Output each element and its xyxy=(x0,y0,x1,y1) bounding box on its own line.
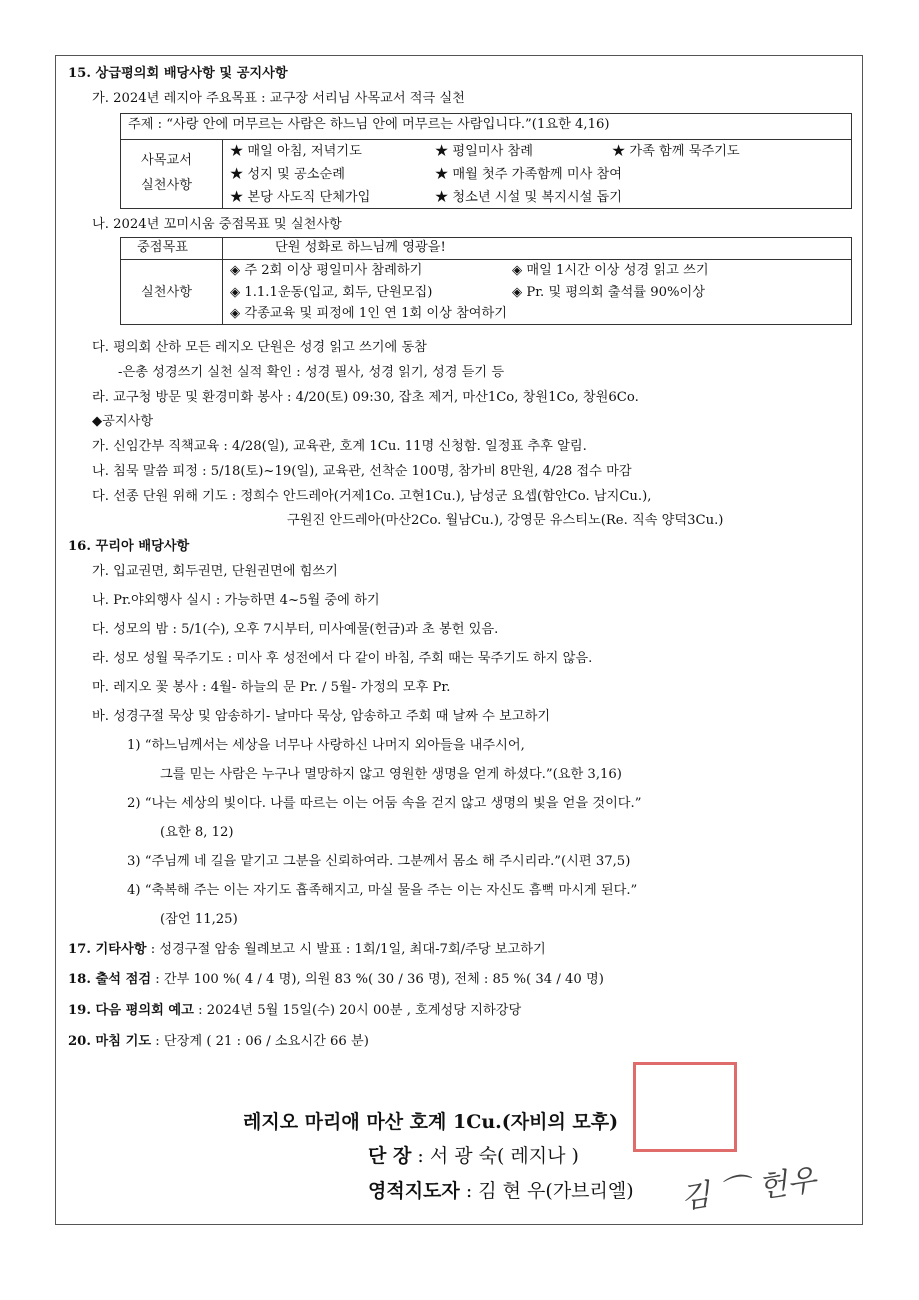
section-20-text: : 단장계 ( 21 : 06 / 소요시간 66 분) xyxy=(151,1034,369,1049)
s15-ra: 라. 교구청 방문 및 환경미화 봉사 : 4/20(토) 09:30, 잡초 제거, 마산1Co, 창원1Co, 창원6Co. xyxy=(92,390,639,405)
s16-ba: 바. 성경구절 묵상 및 암송하기- 날마다 묵상, 암송하고 주회 때 날짜 수 보고하기 xyxy=(92,709,551,724)
s16-na: 나. Pr.야외행사 실시 : 가능하면 4~5월 중에 하기 xyxy=(92,593,380,608)
verse-3: 3) “주님께 네 길을 맡기고 그분을 신뢰하여라. 그분께서 몸소 해 주시리라.”(시편 37,5) xyxy=(127,854,631,869)
section-20 xyxy=(68,1033,369,1051)
goal-label: 중점목표 xyxy=(137,240,188,255)
section-18 xyxy=(68,971,604,989)
s16-ga: 가. 입교권면, 회두권면, 단원권면에 힘쓰기 xyxy=(92,564,338,579)
s16-ra: 라. 성모 성월 묵주기도 : 미사 후 성전에서 다 같이 바침, 주회 때는 묵주기도 하지 않음. xyxy=(92,651,593,666)
s15-na-title: 나. 2024년 꼬미시움 중점목표 및 실천사항 xyxy=(92,217,342,232)
section-17-label: 17. 기타사항 xyxy=(68,942,147,957)
notice-da-1: 다. 선종 단원 위해 기도 : 정희수 안드레아(거제1Co. 고현1Cu.), 남성군 요셉(함안Co. 남지Cu.), xyxy=(92,489,652,504)
section-20-label: 20. 마침 기도 xyxy=(68,1034,152,1049)
s15-da-sub: -은총 성경쓰기 실천 실적 확인 : 성경 필사, 성경 읽기, 성경 듣기 등 xyxy=(118,365,505,380)
action-item: ◈ 주 2회 이상 평일미사 참례하기 xyxy=(230,263,423,278)
verse-1a: 1) “하느님께서는 세상을 너무나 사랑하신 나머지 외아들을 내주시어, xyxy=(127,738,525,753)
s16-ma: 마. 레지오 꽃 봉사 : 4월- 하늘의 문 Pr. / 5월- 가정의 모후 Pr. xyxy=(92,680,451,695)
handwritten-signature: 김 ⌒ 헌우 xyxy=(678,1162,819,1217)
practice-item: ★ 청소년 시설 및 복지시설 돕기 xyxy=(435,190,623,205)
section-17 xyxy=(68,941,546,959)
section-19 xyxy=(68,1002,521,1020)
practice-item: ★ 가족 함께 묵주기도 xyxy=(612,144,740,159)
notice-heading: ◆공지사항 xyxy=(92,414,154,429)
verse-1b: 그를 믿는 사람은 누구나 멸망하지 않고 영원한 생명을 얻게 하셨다.”(요한 3,16) xyxy=(160,767,622,782)
practice-label-1: 사목교서 xyxy=(141,153,192,168)
action-item: ◈ 각종교육 및 피정에 1인 연 1회 이상 참여하기 xyxy=(230,306,508,321)
verse-4a: 4) “축복해 주는 이는 자기도 흡족해지고, 마실 물을 주는 이는 자신도 흠뻑 마시게 된다.” xyxy=(127,883,638,898)
leader-row xyxy=(368,1141,579,1168)
verse-2a: 2) “나는 세상의 빛이다. 나를 따르는 이는 어둠 속을 걷지 않고 생명의 빛을 얻을 것이다.” xyxy=(127,796,642,811)
action-item: ◈ 1.1.1운동(입교, 회두, 단원모집) xyxy=(230,285,433,300)
practice-item: ★ 매일 아침, 저녁기도 xyxy=(230,144,362,159)
section-15-heading: 15. 상급평의회 배당사항 및 공지사항 xyxy=(68,66,288,81)
s15-da: 다. 평의회 산하 모든 레지오 단원은 성경 읽고 쓰기에 동참 xyxy=(92,340,427,355)
action-item: ◈ Pr. 및 평의회 출석률 90%이상 xyxy=(512,285,705,300)
practice-item: ★ 본당 사도직 단체가입 xyxy=(230,190,371,205)
leader-label: 단 장 xyxy=(368,1145,412,1167)
leader-name: : 서 광 숙( 레지나 ) xyxy=(417,1145,579,1167)
verse-2b: (요한 8, 12) xyxy=(160,825,234,840)
director-name: : 김 현 우(가브리엘) xyxy=(465,1180,634,1202)
theme-text: 주제 : “사랑 안에 머무르는 사람은 하느님 안에 머무르는 사람입니다.”(1요한 4,16) xyxy=(128,117,610,132)
action-label: 실천사항 xyxy=(141,285,192,300)
verse-4b: (잠언 11,25) xyxy=(160,912,238,927)
practice-item: ★ 성지 및 공소순례 xyxy=(230,167,345,182)
practice-label-2: 실천사항 xyxy=(141,178,192,193)
director-row xyxy=(368,1176,634,1203)
org-name: 레지오 마리애 마산 호계 1Cu.(자비의 모후) xyxy=(243,1111,619,1133)
action-item: ◈ 매일 1시간 이상 성경 읽고 쓰기 xyxy=(512,263,709,278)
section-19-text: : 2024년 5월 15일(수) 20시 00분 , 호계성당 지하강당 xyxy=(193,1003,522,1018)
section-16-heading: 16. 꾸리아 배당사항 xyxy=(68,539,190,554)
practice-item: ★ 평일미사 참례 xyxy=(435,144,534,159)
section-18-text: : 간부 100 %( 4 / 4 명), 의원 83 %( 30 / 36 명), 전체 : 85 %( 34 / 40 명) xyxy=(151,972,604,987)
official-seal xyxy=(633,1062,737,1152)
notice-na: 나. 침묵 말씀 피정 : 5/18(토)~19(일), 교육관, 선착순 100명, 참가비 8만원, 4/28 접수 마감 xyxy=(92,464,632,479)
section-18-label: 18. 출석 점검 xyxy=(68,972,152,987)
practice-item: ★ 매월 첫주 가족함께 미사 참여 xyxy=(435,167,623,182)
notice-da-2: 구원진 안드레아(마산2Co. 월남Cu.), 강영문 유스티노(Re. 직속 양덕3Cu.) xyxy=(287,513,724,528)
notice-ga: 가. 신임간부 직책교육 : 4/28(일), 교육관, 호계 1Cu. 11명 신청함. 일정표 추후 알림. xyxy=(92,439,587,454)
director-label: 영적지도자 xyxy=(368,1180,460,1202)
section-19-label: 19. 다음 평의회 예고 xyxy=(68,1003,194,1018)
s15-ga-title: 가. 2024년 레지아 주요목표 : 교구장 서리님 사목교서 적극 실천 xyxy=(92,91,465,106)
section-17-text: : 성경구절 암송 월례보고 시 발표 : 1회/1일, 최대-7회/주당 보고하기 xyxy=(146,942,546,957)
s16-da: 다. 성모의 밤 : 5/1(수), 오후 7시부터, 미사예물(헌금)과 초 봉헌 있음. xyxy=(92,622,499,637)
goal-value: 단원 성화로 하느님께 영광을! xyxy=(275,240,446,255)
